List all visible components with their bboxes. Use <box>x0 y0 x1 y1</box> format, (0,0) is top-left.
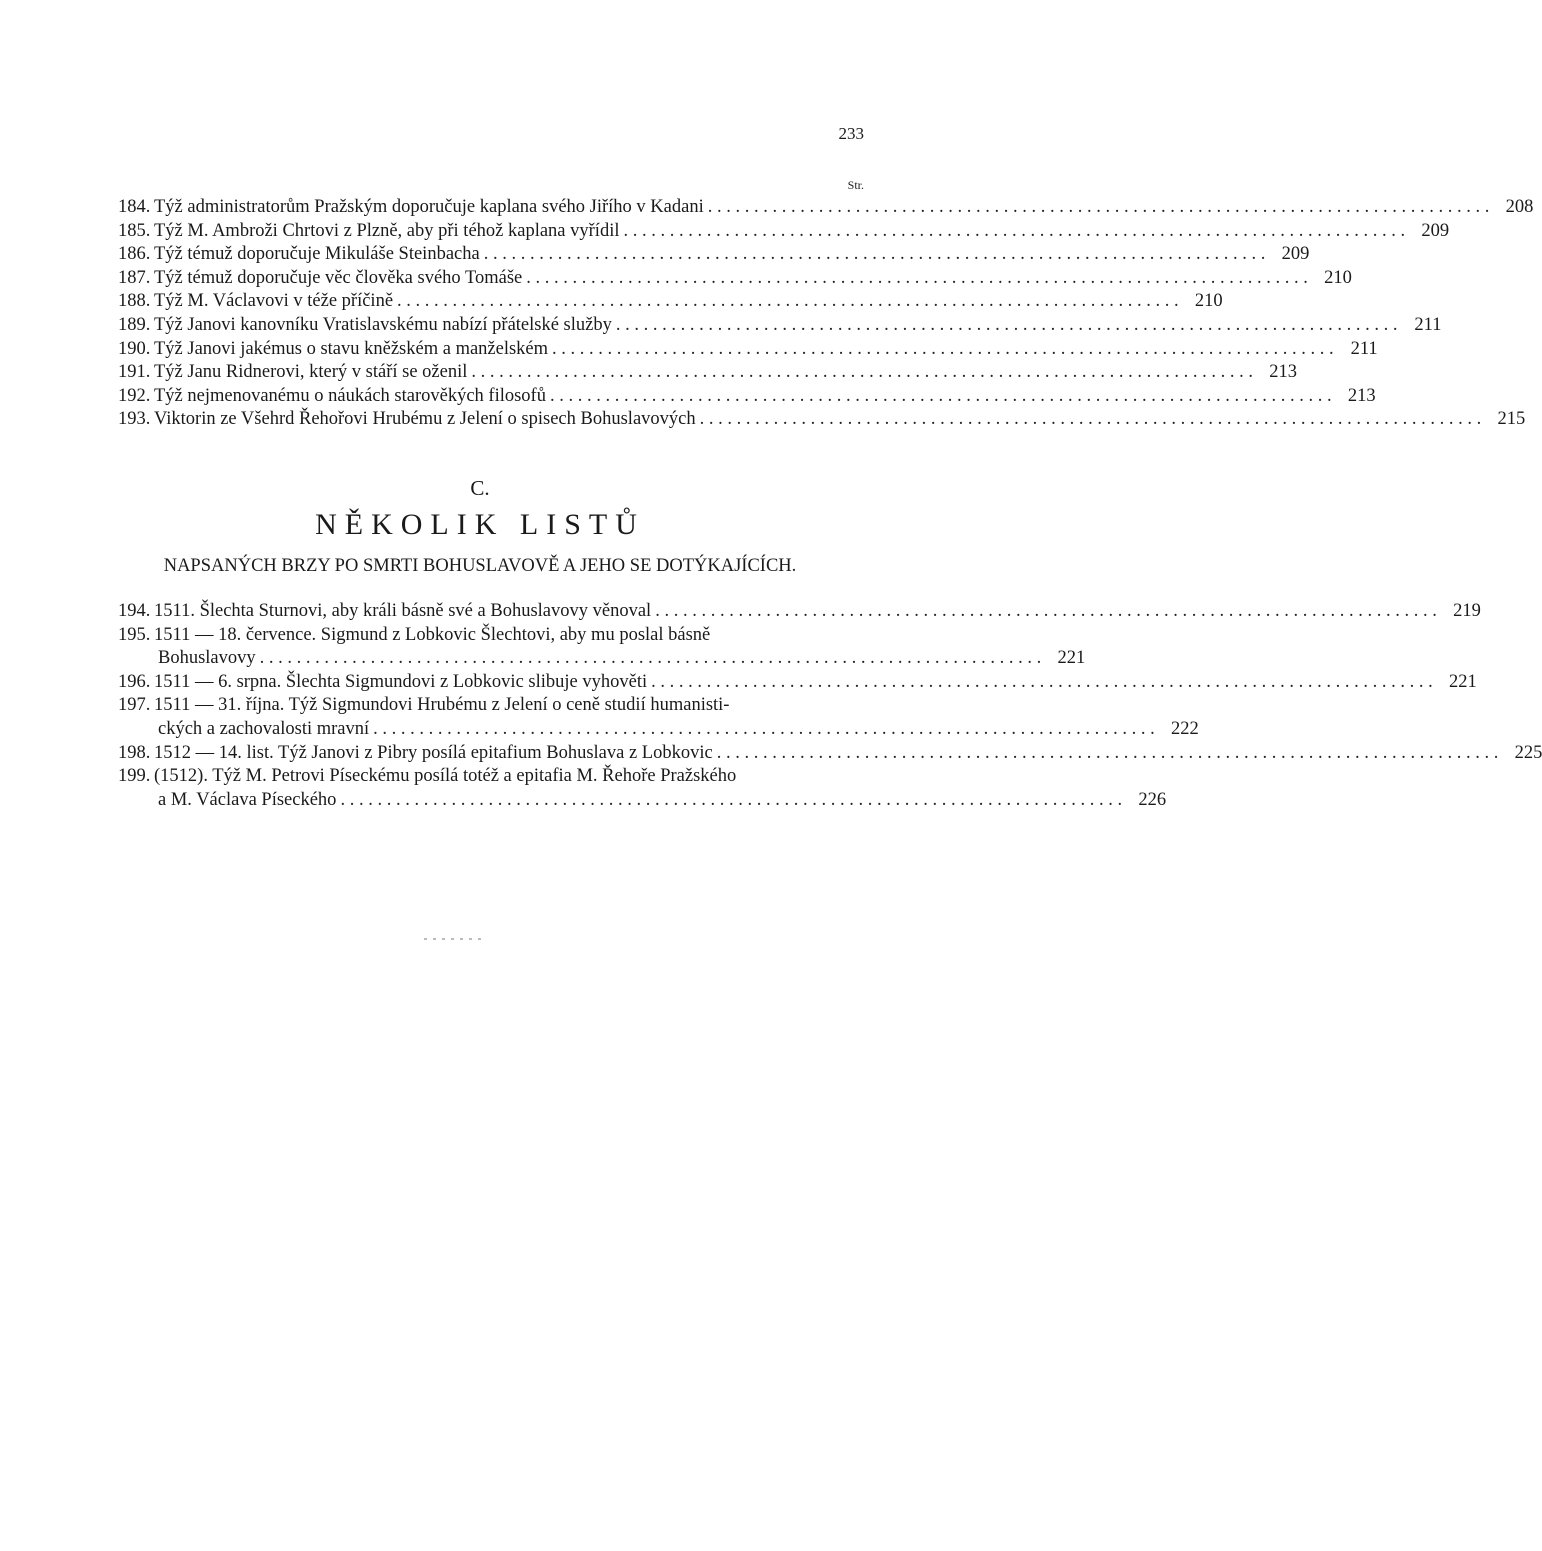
toc-entry <box>118 694 1199 741</box>
toc-entry <box>118 742 1542 766</box>
dot-leader <box>256 647 1042 671</box>
entry-number: 191. <box>118 362 151 383</box>
entry-page: 219 <box>1453 601 1481 621</box>
entry-title: 1512 — 14. list. Týž Janovi z Pibry posílá epitafium Bohuslava z Lobkovic <box>154 742 713 763</box>
dot-leader <box>522 267 1308 291</box>
entry-title-line-2: Bohuslavovy <box>158 648 256 669</box>
entry-number: 193. <box>118 409 151 430</box>
entry-number: 184. <box>118 197 151 217</box>
entry-number: 194. <box>118 601 151 621</box>
entry-title-line-2: ckých a zachovalosti mravní <box>158 718 370 739</box>
entry-title: Týž témuž doporučuje věc člověka svého Tomáše <box>154 267 523 288</box>
entry-page: 211 <box>1414 314 1442 335</box>
entry-title: 1511. Šlechta Sturnovi, aby králi básně své a Bohuslavovy věnoval <box>154 601 652 621</box>
dot-leader <box>369 718 1155 742</box>
toc-entry <box>118 624 1086 671</box>
entry-title: 1511 — 6. srpna. Šlechta Sigmundovi z Lobkovic slibuje vyhověti <box>154 671 648 692</box>
dot-leader <box>647 671 1433 695</box>
entry-title: Týž Janovi jakémus o stavu kněžském a manželském <box>154 338 549 359</box>
toc-entry <box>118 290 1223 314</box>
entry-title-line-1: 1511 — 18. července. Sigmund z Lobkovic Šlechtovi, aby mu poslal básně <box>154 624 711 645</box>
entry-title: Týž M. Ambroži Chrtovi z Plzně, aby při téhož kaplana vyřídil <box>154 220 620 241</box>
dot-leader <box>467 361 1253 385</box>
toc-entry <box>118 243 1310 267</box>
toc-entry <box>118 361 1298 385</box>
entry-number: 185. <box>118 220 151 241</box>
dot-leader <box>480 243 1266 267</box>
toc-entry <box>118 600 1481 624</box>
entry-title: Týž Janu Ridnerovi, který v stáří se oženil <box>154 362 468 383</box>
entry-page: 208 <box>1505 197 1534 217</box>
toc-entry <box>118 267 1352 291</box>
entry-number: 196. <box>118 671 151 692</box>
dot-leader <box>704 196 1490 220</box>
toc-entry <box>118 196 1534 220</box>
entry-page: 209 <box>1421 220 1450 241</box>
entry-title: Viktorin ze Všehrd Řehořovi Hrubému z Jelení o spisech Bohuslavových <box>154 409 696 430</box>
section-subtitle: NAPSANÝCH BRZY PO SMRTI BOHUSLAVOVĚ A JEHO SE DOTÝKAJÍCÍCH. <box>163 556 797 576</box>
entry-number: 186. <box>118 244 151 265</box>
toc-entry <box>118 314 1442 338</box>
entry-page: 210 <box>1324 267 1352 288</box>
entry-page: 210 <box>1194 291 1223 312</box>
entry-page: 211 <box>1350 338 1378 359</box>
entry-page: 213 <box>1347 385 1376 406</box>
dot-leader <box>619 220 1405 244</box>
toc-entry <box>118 408 1526 432</box>
entry-number: 187. <box>118 267 151 288</box>
entry-page: 221 <box>1057 648 1086 669</box>
dot-leader <box>612 314 1398 338</box>
dot-leader <box>548 338 1334 362</box>
dot-leader <box>546 385 1332 409</box>
entry-page: 221 <box>1448 671 1477 692</box>
entry-title: Týž témuž doporučuje Mikuláše Steinbacha <box>154 244 480 265</box>
entry-page: 215 <box>1497 409 1526 430</box>
entry-page: 225 <box>1514 742 1542 763</box>
toc-section-c-list <box>118 600 1542 812</box>
entry-number: 188. <box>118 291 151 312</box>
entry-number: 199. <box>118 766 151 787</box>
page-number: 233 <box>838 124 864 143</box>
dot-leader <box>393 290 1179 314</box>
entry-number: 192. <box>118 385 151 406</box>
entry-title-line-1: 1511 — 31. října. Týž Sigmundovi Hrubému z Jelení o ceně studií humanisti- <box>154 695 730 716</box>
entry-title: Týž Janovi kanovníku Vratislavskému nabízí přátelské služby <box>154 314 612 335</box>
entry-number: 197. <box>118 695 151 716</box>
entry-page: 222 <box>1171 718 1199 739</box>
dot-leader <box>336 789 1122 813</box>
toc-entry <box>118 671 1477 695</box>
entry-title: Týž M. Václavovi v téže příčině <box>154 291 394 312</box>
entry-title: Týž administratorům Pražským doporučuje kaplana svého Jiřího v Kadani <box>154 197 704 217</box>
entry-title: Týž nejmenovanému o náukách starověkých filosofů <box>154 385 546 406</box>
entry-page: 213 <box>1269 362 1298 383</box>
toc-entry <box>118 220 1450 244</box>
entry-page: 226 <box>1138 789 1167 810</box>
section-title: NĚKOLIK LISTŮ <box>315 508 645 541</box>
dot-leader <box>696 408 1482 432</box>
dot-leader <box>713 742 1499 766</box>
dot-leader <box>651 600 1437 624</box>
entry-number: 198. <box>118 742 151 763</box>
entry-number: 190. <box>118 338 151 359</box>
entry-number: 195. <box>118 624 151 645</box>
toc-section-b-list <box>118 196 1534 432</box>
entry-page: 209 <box>1281 244 1310 265</box>
toc-entry <box>118 385 1376 409</box>
toc-entry <box>118 765 1167 812</box>
toc-entry <box>118 338 1378 362</box>
entry-title-line-1: (1512). Týž M. Petrovi Píseckému posílá totéž a epitafia M. Řehoře Pražského <box>154 766 737 787</box>
entry-title-line-2: a M. Václava Píseckého <box>158 789 337 810</box>
print-smudge <box>424 938 484 940</box>
entry-number: 189. <box>118 314 151 335</box>
section-letter: C. <box>470 476 490 500</box>
page-column-label: Str. <box>847 178 864 192</box>
